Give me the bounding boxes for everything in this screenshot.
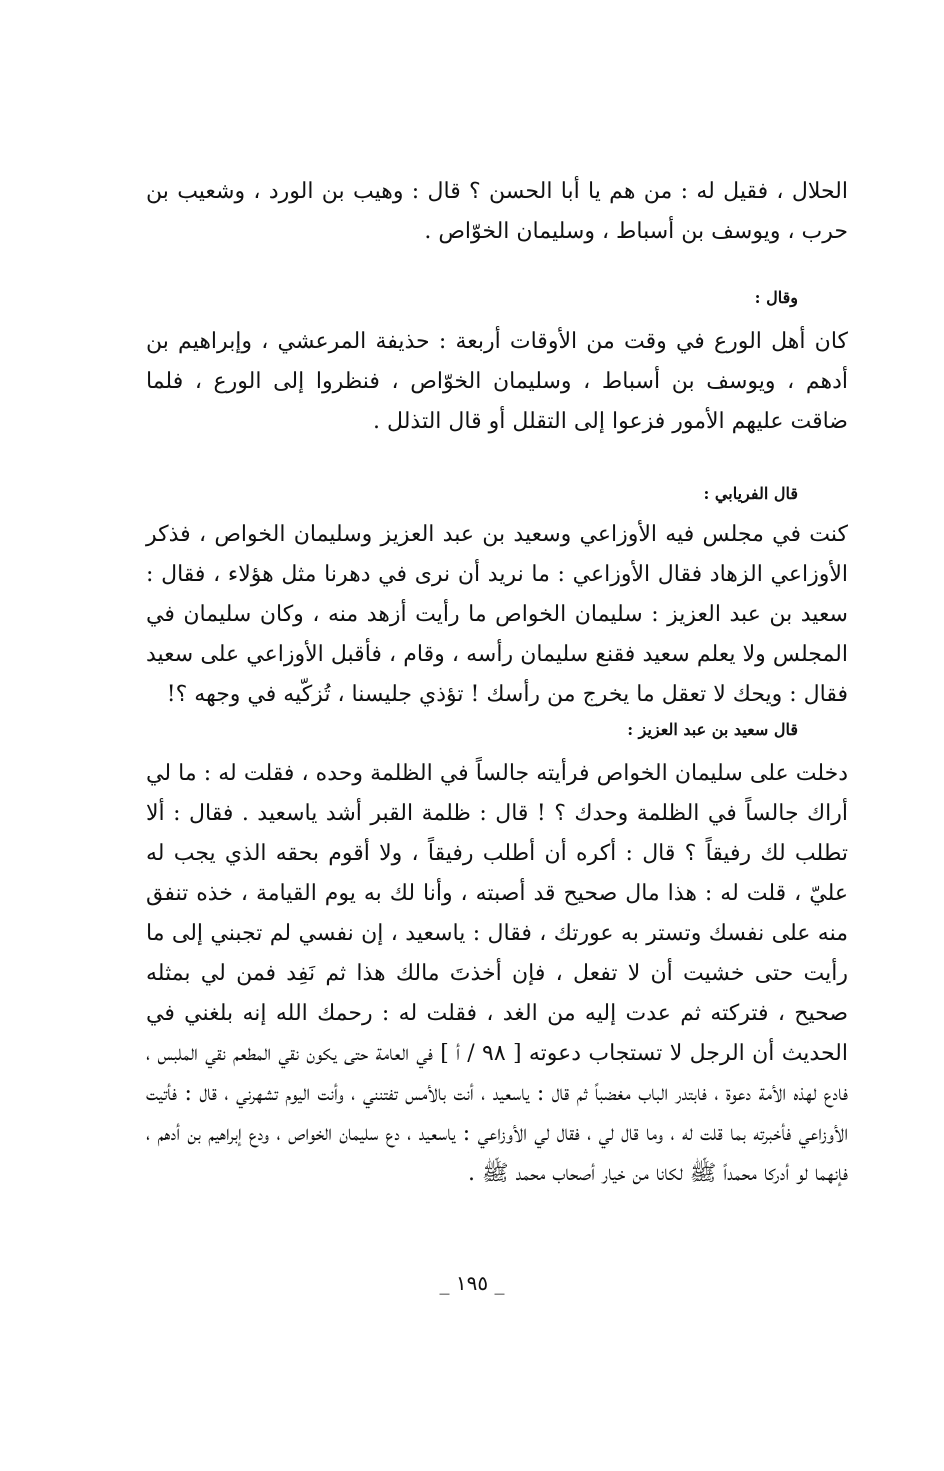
paragraph-body: كان أهل الورع في وقت من الأوقات أربعة : حذيفة المرعشي ، وإبراهيم بن أدهم ، ويوسف بن أسباط ، وسليمان الخوّاص ، فنظروا إلى الورع ، فلما ضاقت عليهم الأمور فزعوا إلى التقلل أو قال التذلل . [146,329,848,434]
paragraph-body: كنت في مجلس فيه الأوزاعي وسعيد بن عبد العزيز وسليمان الخواص ، فذكر الأوزاعي الزهاد فقال الأوزاعي : ما نريد أن نرى في دهرنا مثل هؤلاء ، فقال : سعيد بن عبد العزيز : سليمان الخواص ما رأيت أزهد منه ، وكان سليمان في المجلس ولا يعلم سعيد فقنع سليمان رأسه ، وقام ، فأقبل الأوزاعي على سعيد فقال : ويحك لا تعقل ما يخرج من رأسك ! تؤذي جليسنا ، تُزكّيه في وجهه ؟! [146,522,848,707]
section-heading: وقال : [754,288,798,307]
page-number: _ ١٩٥ _ [439,1271,505,1295]
paragraph-body: دخلت على سليمان الخواص فرأيته جالساً في الظلمة وحده ، فقلت له : ما لي أراك جالساً في الظلمة وحدك ؟ ! قال : ظلمة القبر أشد ياسعيد . فقال : ألا تطلب لك رفيقاً ؟ قال : أكره أن أطلب رفيقاً ، ولا أقوم بحقه الذي يجب له عليّ ، قلت له : هذا مال صحيح قد أصبته ، وأنا لك به يوم القيامة ، خذه تنفق منه على نفسك وتستر به عورتك ، فقال : ياسعيد ، إن نفسي لم تجبني إلى ما رأيت حتى خشيت أن لا تفعل ، فإن أخذتَ مالك هذا ثم نَفِد فمن لي بمثله صحيح ، فتركته ثم عدت إليه من الغد ، فقلت له : رحمك الله إنه بلغني في الحديث أن الرجل لا تستجاب دعوته [ ٩٨ / أ ] في العامة حتى يكون نقي المطعم نقي الملبس ، فادع لهذه الأمة دعوة ، فابتدر الباب مغضباً ثم قال : ياسعيد ، أنت بالأمس تفتنني ، وأنت اليوم تشهرني ، قال : فأتيت الأوزاعي فأخبرته بما قلت له ، وما قال لي ، فقال لي الأوزاعي : ياسعيد ، دع سليمان الخواص ، ودع إبراهيم بن أدهم ، فإنهما لو أدركا محمداً ﷺ لكانا من خيار أصحاب محمد ﷺ . [146,761,848,1186]
section-heading: قال الفريابي : [703,484,798,503]
paragraph-continuation: الحلال ، فقيل له : من هم يا أبا الحسن ؟ قال : وهيب بن الورد ، وشعيب بن حرب ، ويوسف بن أسباط ، وسليمان الخوّاص . [146,179,848,244]
section-heading: قال سعيد بن عبد العزيز : [627,720,798,739]
